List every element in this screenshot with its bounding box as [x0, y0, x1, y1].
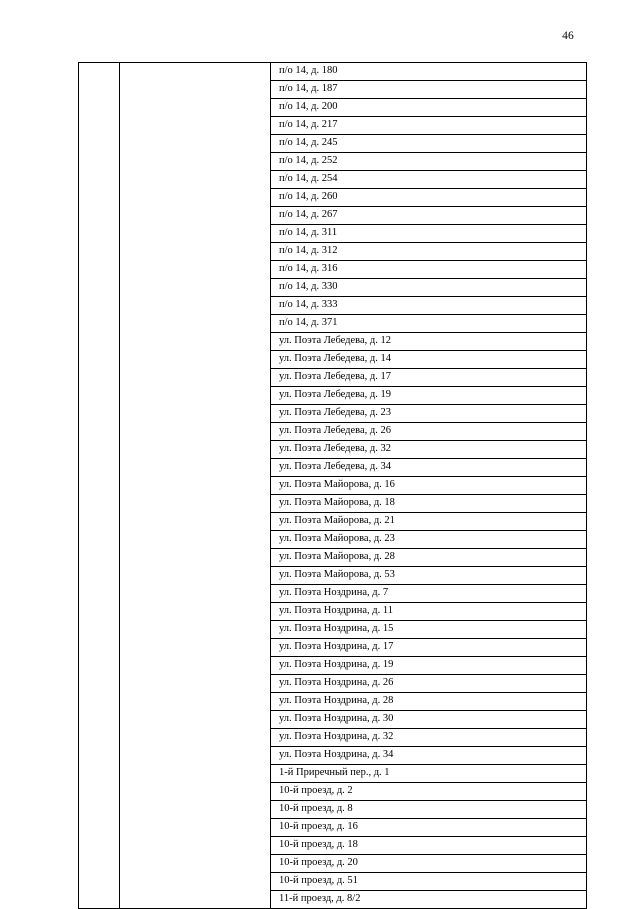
table-cell-address	[271, 243, 587, 261]
address-text: ул. Поэта Лебедева, д. 17	[279, 371, 392, 382]
address-table-container	[78, 62, 583, 909]
address-text: ул. Поэта Ноздрина, д. 34	[279, 749, 394, 760]
address-text: ул. Поэта Майорова, д. 23	[279, 533, 395, 544]
address-text: ул. Поэта Майорова, д. 16	[279, 479, 395, 490]
table-cell-address	[271, 729, 587, 747]
column-b-value	[120, 63, 270, 69]
table-cell-address	[271, 495, 587, 513]
table-cell-address	[271, 459, 587, 477]
table-cell-address	[271, 657, 587, 675]
table-cell-column-b	[120, 63, 271, 909]
table-cell-address	[271, 639, 587, 657]
address-text: ул. Поэта Ноздрина, д. 26	[279, 677, 394, 688]
address-text: ул. Поэта Ноздрина, д. 17	[279, 641, 394, 652]
table-cell-address	[271, 891, 587, 909]
address-text: ул. Поэта Лебедева, д. 19	[279, 389, 392, 400]
address-text: 10-й проезд, д. 8	[279, 803, 353, 814]
table-row	[79, 63, 587, 81]
table-cell-address	[271, 477, 587, 495]
table-cell-address	[271, 117, 587, 135]
table-cell-address	[271, 711, 587, 729]
address-text: п/о 14, д. 252	[279, 155, 338, 166]
table-cell-address	[271, 387, 587, 405]
address-text: п/о 14, д. 200	[279, 101, 338, 112]
address-text: п/о 14, д. 187	[279, 83, 338, 94]
address-text: ул. Поэта Ноздрина, д. 15	[279, 623, 394, 634]
address-text: п/о 14, д. 312	[279, 245, 338, 256]
address-text: 10-й проезд, д. 20	[279, 857, 358, 868]
table-cell-address	[271, 855, 587, 873]
table-cell-address	[271, 603, 587, 621]
table-cell-address	[271, 369, 587, 387]
address-text: п/о 14, д. 311	[279, 227, 338, 238]
table-cell-address	[271, 189, 587, 207]
address-text: п/о 14, д. 180	[279, 65, 338, 76]
address-text: ул. Поэта Лебедева, д. 32	[279, 443, 392, 454]
address-text: ул. Поэта Лебедева, д. 26	[279, 425, 392, 436]
table-cell-address	[271, 765, 587, 783]
address-text: ул. Поэта Лебедева, д. 23	[279, 407, 392, 418]
table-cell-address	[271, 441, 587, 459]
column-a-value	[79, 63, 119, 69]
address-text: п/о 14, д. 245	[279, 137, 338, 148]
address-text: п/о 14, д. 260	[279, 191, 338, 202]
address-text: ул. Поэта Майорова, д. 18	[279, 497, 395, 508]
table-cell-address	[271, 297, 587, 315]
table-cell-address	[271, 315, 587, 333]
address-text: п/о 14, д. 267	[279, 209, 338, 220]
address-text: 10-й проезд, д. 16	[279, 821, 358, 832]
address-table	[78, 62, 587, 909]
address-text: п/о 14, д. 217	[279, 119, 338, 130]
table-cell-address	[271, 837, 587, 855]
table-cell-address	[271, 675, 587, 693]
table-cell-address	[271, 783, 587, 801]
table-cell-address	[271, 801, 587, 819]
address-table-body	[79, 63, 587, 909]
table-cell-address	[271, 171, 587, 189]
address-text: ул. Поэта Ноздрина, д. 32	[279, 731, 394, 742]
address-text: 11-й проезд, д. 8/2	[279, 893, 361, 904]
table-cell-address	[271, 513, 587, 531]
address-text: 10-й проезд, д. 51	[279, 875, 358, 886]
address-text: ул. Поэта Майорова, д. 53	[279, 569, 395, 580]
table-cell-address	[271, 135, 587, 153]
table-cell-address	[271, 747, 587, 765]
table-cell-address	[271, 63, 587, 81]
table-cell-address	[271, 153, 587, 171]
page-number: 46	[562, 30, 574, 42]
table-cell-column-a	[79, 63, 120, 909]
table-cell-address	[271, 621, 587, 639]
address-text: п/о 14, д. 330	[279, 281, 338, 292]
address-text: 1-й Приречный пер., д. 1	[279, 767, 390, 778]
table-cell-address	[271, 279, 587, 297]
table-cell-address	[271, 81, 587, 99]
address-text: ул. Поэта Лебедева, д. 12	[279, 335, 392, 346]
table-cell-address	[271, 549, 587, 567]
address-text: ул. Поэта Ноздрина, д. 28	[279, 695, 394, 706]
address-text: ул. Поэта Ноздрина, д. 11	[279, 605, 393, 616]
table-cell-address	[271, 99, 587, 117]
table-cell-address	[271, 333, 587, 351]
table-cell-address	[271, 567, 587, 585]
address-text: ул. Поэта Ноздрина, д. 19	[279, 659, 394, 670]
table-cell-address	[271, 207, 587, 225]
table-cell-address	[271, 819, 587, 837]
address-text: ул. Поэта Майорова, д. 28	[279, 551, 395, 562]
table-cell-address	[271, 423, 587, 441]
address-text: 10-й проезд, д. 2	[279, 785, 353, 796]
table-cell-address	[271, 693, 587, 711]
table-cell-address	[271, 225, 587, 243]
table-cell-address	[271, 873, 587, 891]
address-text: 10-й проезд, д. 18	[279, 839, 358, 850]
table-cell-address	[271, 405, 587, 423]
address-text: п/о 14, д. 371	[279, 317, 338, 328]
table-cell-address	[271, 261, 587, 279]
address-text: ул. Поэта Лебедева, д. 34	[279, 461, 392, 472]
table-cell-address	[271, 351, 587, 369]
table-cell-address	[271, 585, 587, 603]
address-text: п/о 14, д. 316	[279, 263, 338, 274]
address-text: п/о 14, д. 333	[279, 299, 338, 310]
address-text: ул. Поэта Ноздрина, д. 7	[279, 587, 389, 598]
address-text: ул. Поэта Ноздрина, д. 30	[279, 713, 394, 724]
table-cell-address	[271, 531, 587, 549]
address-text: ул. Поэта Майорова, д. 21	[279, 515, 395, 526]
address-text: п/о 14, д. 254	[279, 173, 338, 184]
address-text: ул. Поэта Лебедева, д. 14	[279, 353, 392, 364]
